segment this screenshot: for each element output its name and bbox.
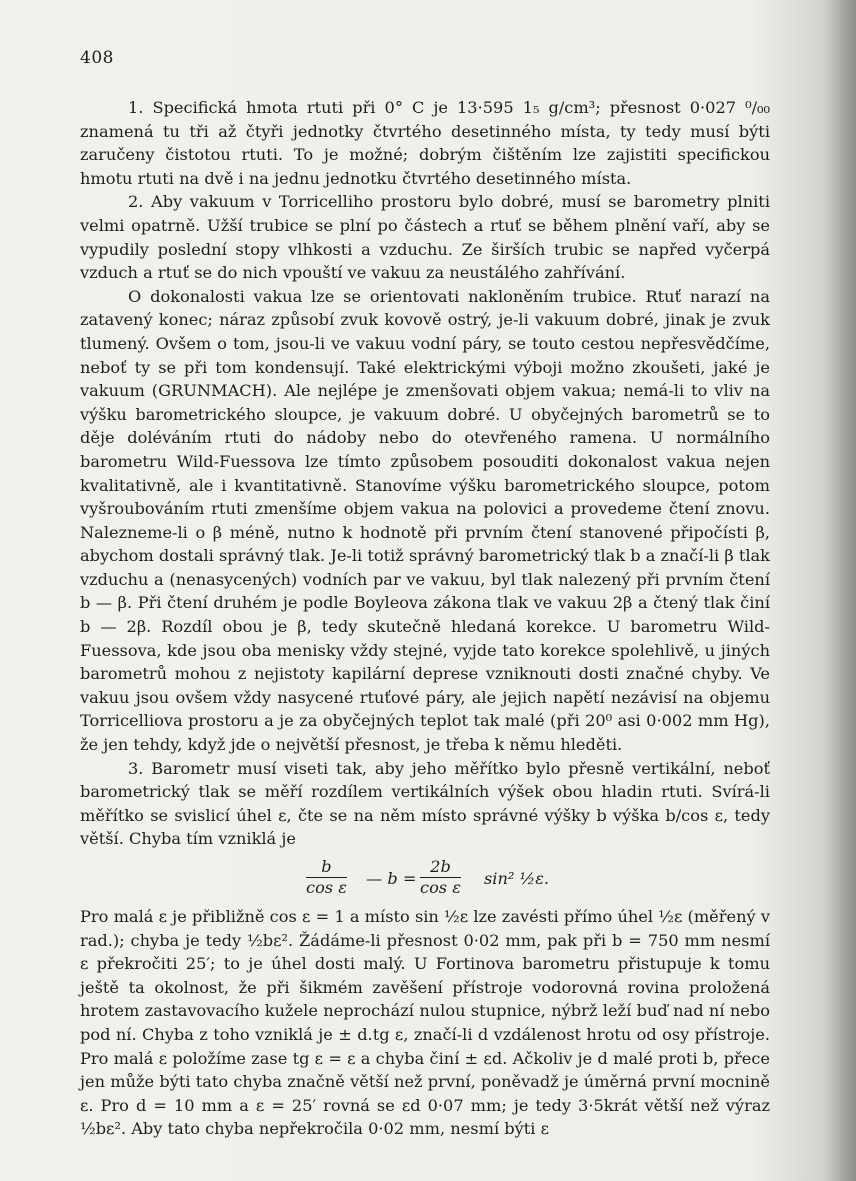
fraction-1-numerator: b	[306, 857, 347, 878]
formula	[80, 855, 770, 903]
paragraph-4: 3. Barometr musí viseti tak, aby jeho měřítko bylo přesně vertikální, neboť barometrický tlak se měří rozdílem vertikálních výšek obou hladin rtuti. Svírá-li měřítko se svislicí úhel ε, čte se na něm místo správné výšky b výška b/cos ε, tedy větší. Chyba tím vzniklá je	[80, 758, 770, 849]
formula-middle: — b =	[366, 869, 417, 888]
body-text	[80, 96, 770, 1141]
paragraph-2: 2. Aby vakuum v Torricelliho prostoru bylo dobré, musí se barometry plniti velmi opatrně. Užší trubice se plní po částech a rtuť se během plnění vaří, aby se vypudily poslední stopy vlhkosti a vzduchu. Ze širších trubic se napřed vyčerpá vzduch a rtuť se do nich vpouští ve vakuu za neustálého zahřívání.	[80, 192, 770, 283]
fraction-2-denominator: cos ε	[420, 878, 461, 897]
fraction-2	[420, 857, 461, 898]
fraction-1-denominator: cos ε	[306, 878, 347, 897]
paragraph-1: 1. Specifická hmota rtuti při 0° C je 13·595 1₅ g/cm³; přesnost 0·027 ⁰/₀₀ znamená tu tři až čtyři jednotky čtvrtého desetinného místa, ty tedy musí býti zaručeny čistotou rtuti. To je možné; dobrým čištěním lze zajistiti specifickou hmotu rtuti na dvě i na jednu jednotku čtvrtého desetinného místa.	[80, 98, 770, 188]
page-edge-shadow	[826, 0, 856, 1181]
fraction-1	[306, 857, 347, 898]
fraction-2-numerator: 2b	[420, 857, 461, 878]
paragraph-5: Pro malá ε je přibližně cos ε = 1 a místo sin ½ε lze zavésti přímo úhel ½ε (měřený v rad.); chyba je tedy ½bε². Žádáme-li přesnost 0·02 mm, pak při b = 750 mm nesmí ε překročiti 25′; to je úhel dosti malý. U Fortinova barometru přistupuje k tomu ještě ta okolnost, že při šikmém zavěšení přístroje vodorovná rovina proložená hrotem zastavovacího kužele neprochází nulou stupnice, nýbrž leží buď nad ní nebo pod ní. Chyba z toho vzniklá je ± d.tg ε, značí-li d vzdálenost hrotu od osy přístroje. Pro malá ε položíme zase tg ε = ε a chyba činí ± εd. Ačkoliv je d malé proti b, přece jen může býti tato chyba značně větší než první, poněvadž je úměrná první mocnině ε. Pro d = 10 mm a ε = 25′ rovná se εd 0·07 mm; je tedy 3·5krát větší než výraz ½bε². Aby tato chyba nepřekročila 0·02 mm, nesmí býti ε	[80, 907, 770, 1139]
paragraph-3: O dokonalosti vakua lze se orientovati nakloněním trubice. Rtuť narazí na zatavený konec; náraz způsobí zvuk kovově ostrý, je-li vakuum dobré, jinak je zvuk tlumený. Ovšem o tom, jsou-li ve vakuu vodní páry, se touto cestou nepřesvědčíme, neboť ty se při tom kondensují. Také elektrickými výboji možno zkoušeti, jaké je vakuum (GRUNMACH). Ale nejlépe je zmenšovati objem vakua; nemá-li to vliv na výšku barometrického sloupce, je vakuum dobré. U obyčejných barometrů se to děje doléváním rtuti do nádoby nebo do otevřeného ramena. U normálního barometru Wild-Fuessova lze tímto způsobem posouditi dokonalost vakua nejen kvalitativně, ale i kvantitativně. Stanovíme výšku barometrického sloupce, potom vyšroubováním rtuti zmenšíme objem vakua na polovici a provedeme čtení znovu. Nalezneme-li o β méně, nutno k hodnotě při prvním čtení stanovené připočísti β, abychom dostali správný tlak. Je-li totiž správný barometrický tlak b a značí-li β tlak vzduchu a (nenasycených) vodních par ve vakuu, byl tlak nalezený při prvním čtení b — β. Při čtení druhém je podle Boyleova zákona tlak ve vakuu 2β a čtený tlak činí b — 2β. Rozdíl obou je β, tedy skutečně hledaná korekce. U barometru Wild-Fuessova, kde jsou oba menisky vždy stejné, vyjde tato korekce spolehlivě, u jiných barometrů mohou z nejistoty kapilární deprese vzniknouti dosti značné chyby. Ve vakuu jsou ovšem vždy nasycené rtuťové páry, ale jejich napětí nezávisí na objemu Torricelliova prostoru a je za obyčejných teplot tak malé (při 20⁰ asi 0·002 mm Hg), že jen tehdy, když jde o největší přesnost, je třeba k němu hleděti.	[80, 286, 770, 755]
formula-tail: sin² ½ε.	[484, 869, 550, 888]
page-number: 408	[80, 48, 114, 68]
